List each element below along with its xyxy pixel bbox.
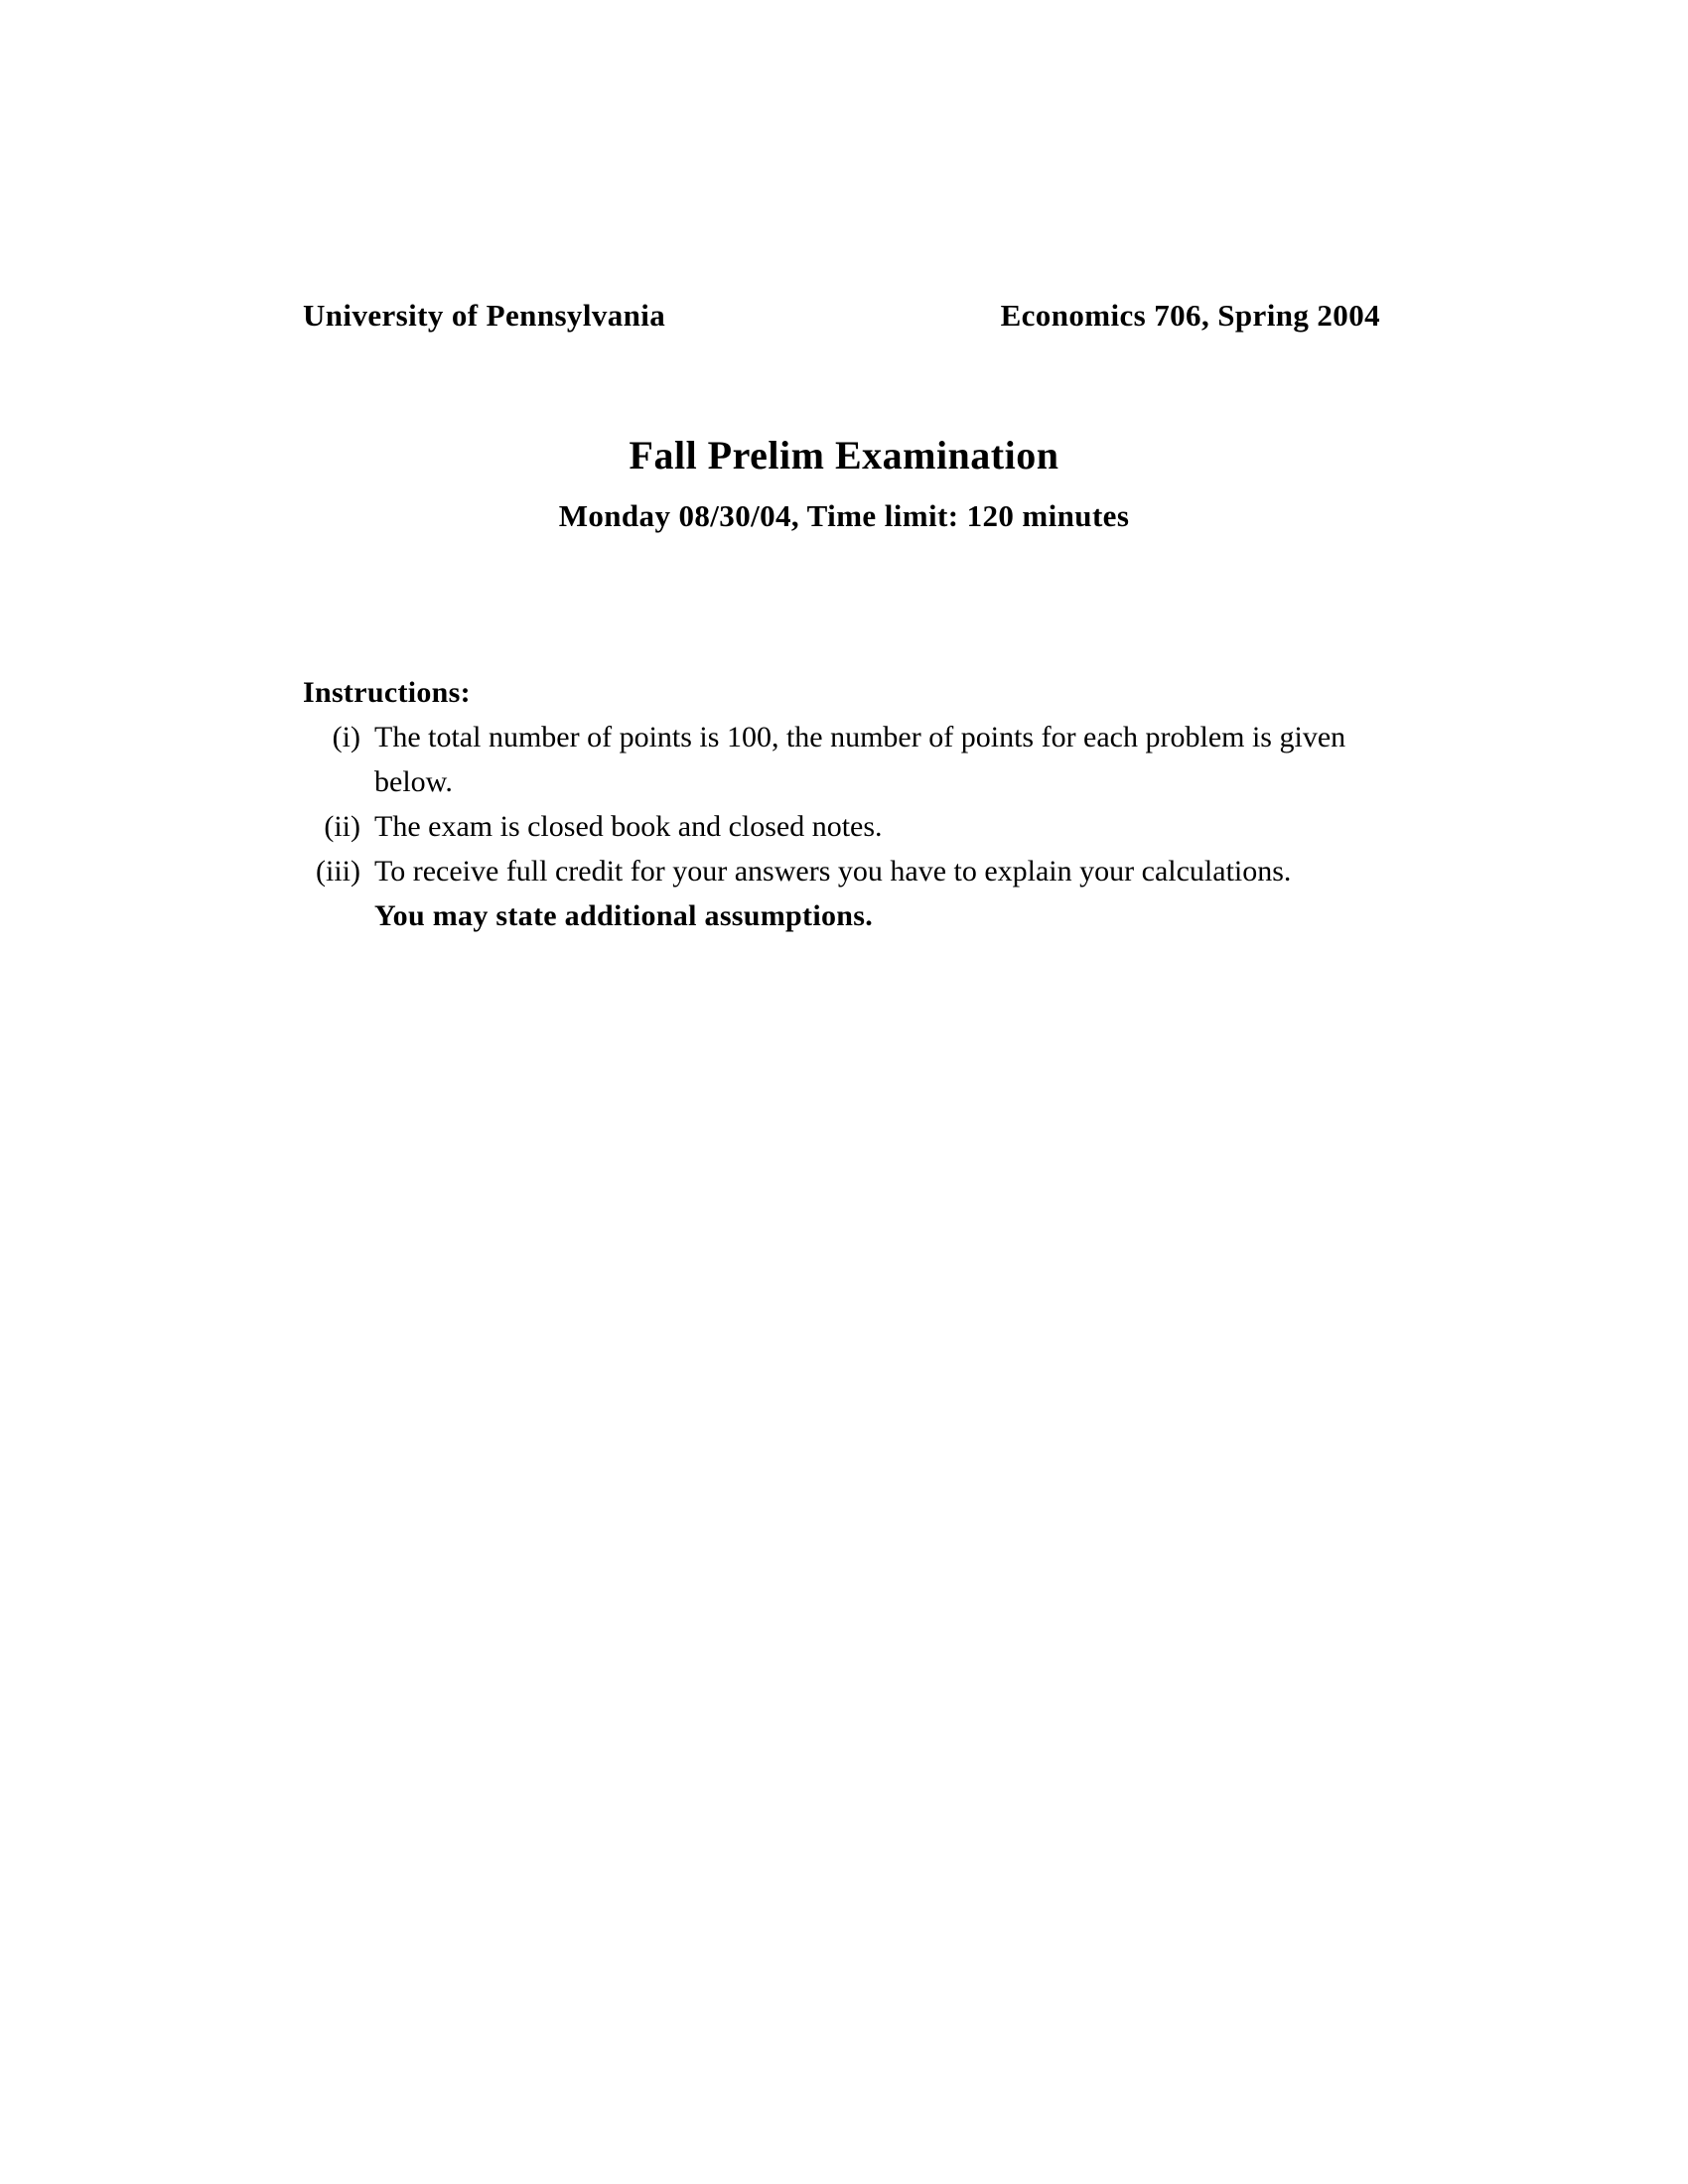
exam-subtitle: Monday 08/30/04, Time limit: 120 minutes	[558, 498, 1130, 533]
instruction-item	[303, 804, 1395, 849]
instruction-text: The total number of points is 100, the number of points for each problem is given below.	[374, 721, 1346, 798]
instruction-marker: (i)	[332, 721, 360, 753]
instructions-list	[303, 715, 1395, 938]
instruction-item	[303, 849, 1395, 938]
instruction-marker: (ii)	[324, 810, 360, 843]
instruction-text-block	[374, 849, 1377, 938]
exam-title: Fall Prelim Examination	[629, 433, 1059, 478]
instruction-item	[303, 715, 1395, 804]
course-info: Economics 706, Spring 2004	[1000, 298, 1380, 333]
instruction-text: To receive full credit for your answers you have to explain your calculations.	[374, 855, 1292, 887]
page-header	[303, 298, 1380, 334]
instruction-text: The exam is closed book and closed notes.	[374, 810, 883, 843]
instruction-emphasis: You may state additional assumptions.	[374, 899, 874, 932]
instructions-section	[303, 670, 1395, 938]
instruction-marker: (iii)	[316, 855, 360, 887]
institution-name: University of Pennsylvania	[303, 298, 666, 333]
instructions-heading: Instructions:	[303, 676, 471, 709]
